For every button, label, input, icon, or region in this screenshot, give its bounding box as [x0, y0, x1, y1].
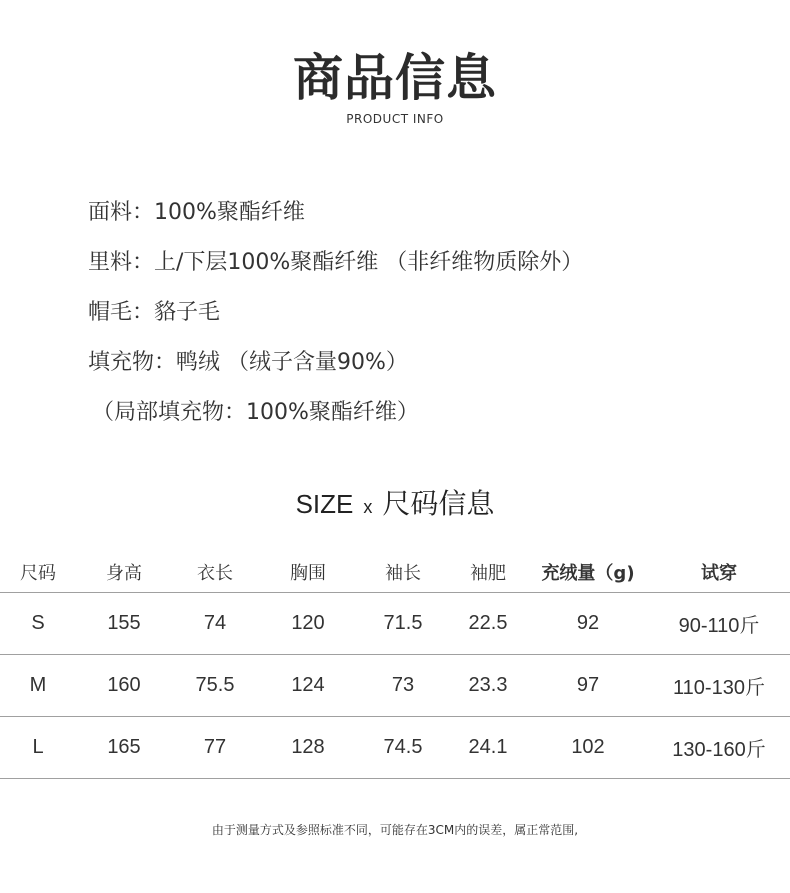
cell-height: 165 — [76, 717, 172, 779]
table-row — [0, 593, 790, 655]
info-hood-fur: 帽毛：貉子毛 — [88, 300, 221, 325]
cell-sleeve-length: 74.5 — [358, 717, 448, 779]
info-lining: 里料：上/下层100%聚酯纤维 （非纤维物质除外） — [88, 250, 584, 275]
page-title: 商品信息 — [293, 49, 497, 107]
cell-chest: 124 — [258, 655, 358, 717]
cell-height: 160 — [76, 655, 172, 717]
size-word: SIZE — [295, 489, 354, 519]
cell-sleeve-length: 73 — [358, 655, 448, 717]
cell-size: M — [0, 655, 76, 717]
table-row — [0, 717, 790, 779]
cell-down-fill: 97 — [528, 655, 648, 717]
cell-fit: 90-110斤 — [648, 593, 790, 655]
header-fit: 试穿 — [648, 552, 790, 593]
cell-fit: 130-160斤 — [648, 717, 790, 779]
header-down-fill: 充绒量（g) — [528, 552, 648, 593]
cell-size: L — [0, 717, 76, 779]
header-size: 尺码 — [0, 552, 76, 593]
table-row — [0, 655, 790, 717]
cell-length: 77 — [172, 717, 258, 779]
table-header-row — [0, 552, 790, 593]
header-sleeve-width: 袖肥 — [448, 552, 528, 593]
cell-size: S — [0, 593, 76, 655]
page-subtitle: PRODUCT INFO — [346, 112, 444, 126]
size-x: x — [363, 497, 373, 517]
cell-chest: 120 — [258, 593, 358, 655]
size-title-cn: 尺码信息 — [382, 487, 495, 520]
cell-sleeve-width: 22.5 — [448, 593, 528, 655]
info-partial-filling: （局部填充物：100%聚酯纤维） — [92, 400, 419, 425]
size-table — [0, 552, 790, 779]
cell-sleeve-width: 23.3 — [448, 655, 528, 717]
cell-down-fill: 92 — [528, 593, 648, 655]
measurement-note: 由于测量方式及参照标准不同，可能存在3CM内的误差，属正常范围, — [211, 823, 579, 837]
cell-height: 155 — [76, 593, 172, 655]
cell-length: 74 — [172, 593, 258, 655]
cell-fit: 110-130斤 — [648, 655, 790, 717]
header-height: 身高 — [76, 552, 172, 593]
info-filling: 填充物：鸭绒 （绒子含量90%） — [88, 350, 408, 375]
info-fabric: 面料：100%聚酯纤维 — [88, 200, 305, 225]
cell-length: 75.5 — [172, 655, 258, 717]
header-sleeve-length: 袖长 — [358, 552, 448, 593]
cell-sleeve-length: 71.5 — [358, 593, 448, 655]
cell-down-fill: 102 — [528, 717, 648, 779]
header-length: 衣长 — [172, 552, 258, 593]
cell-sleeve-width: 24.1 — [448, 717, 528, 779]
header-chest: 胸围 — [258, 552, 358, 593]
size-section-title — [0, 482, 790, 522]
cell-chest: 128 — [258, 717, 358, 779]
